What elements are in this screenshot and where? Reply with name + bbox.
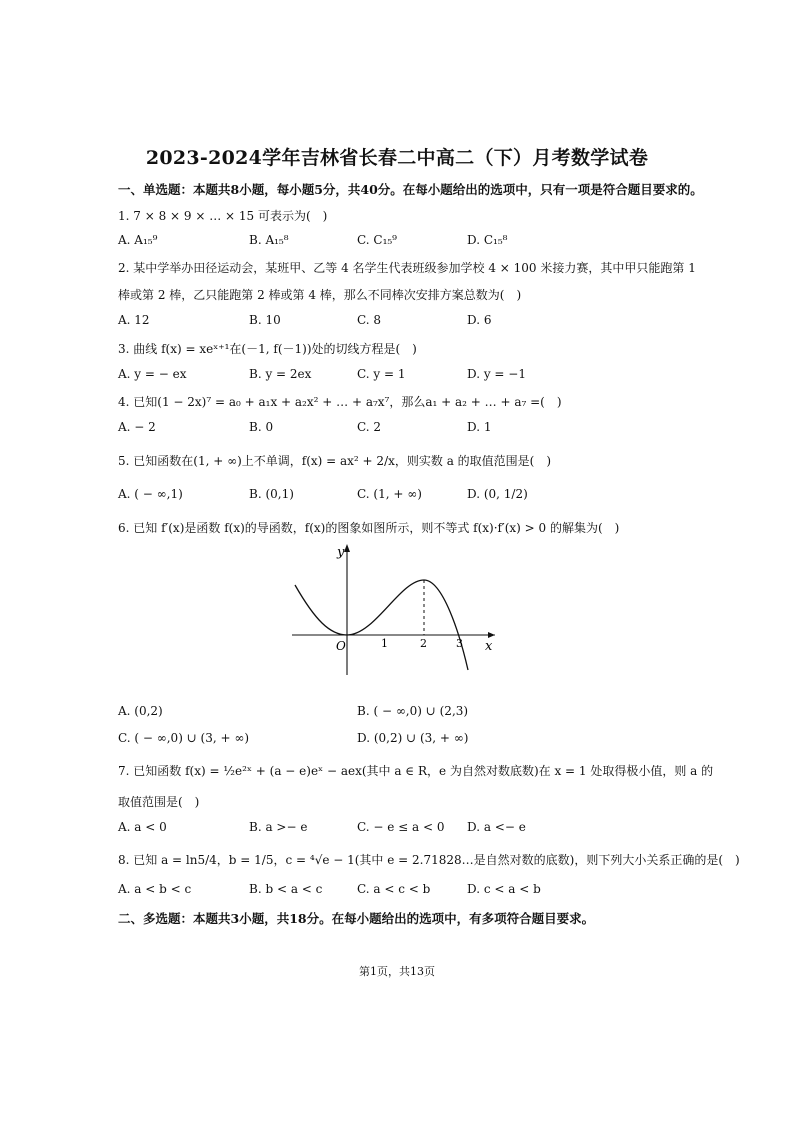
question-1-option-c: C. C₁₅⁹ <box>357 233 397 247</box>
question-3-option-c: C. y = 1 <box>357 367 406 381</box>
question-2-option-d: D. 6 <box>467 313 492 327</box>
question-1-stem: 1. 7 × 8 × 9 × … × 15 可表示为( ) <box>118 209 328 223</box>
section-2-heading: 二、多选题：本题共3小题，共18分。在每小题给出的选项中，有多项符合题目要求。 <box>118 911 595 926</box>
page-footer: 第1页，共13页 <box>359 965 435 978</box>
question-3-stem: 3. 曲线 f(x) = xeˣ⁺¹在(－1, f(－1))处的切线方程是( ) <box>118 342 417 356</box>
question-8-option-d: D. c < a < b <box>467 882 541 896</box>
question-3-option-d: D. y = −1 <box>467 367 526 381</box>
origin-label: O <box>336 639 346 653</box>
question-2-option-c: C. 8 <box>357 313 382 327</box>
question-6-option-d: D. (0,2) ∪ (3, + ∞) <box>357 731 469 745</box>
question-7-option-c: C. − e ≤ a < 0 <box>357 820 445 834</box>
function-curve <box>295 580 468 670</box>
question-2-option-a: A. 12 <box>118 313 150 327</box>
y-axis-arrow <box>344 544 350 552</box>
question-6-option-b: B. ( − ∞,0) ∪ (2,3) <box>357 704 469 718</box>
question-7-option-a: A. a < 0 <box>118 820 167 834</box>
question-1-option-a: A. A₁₅⁹ <box>118 233 158 247</box>
question-6-stem: 6. 已知 f′(x)是函数 f(x)的导函数，f(x)的图象如图所示，则不等式 f(x)·f′(x) > 0 的解集为( ) <box>118 521 620 535</box>
question-7-option-b: B. a >− e <box>249 820 308 834</box>
section-1-heading: 一、单选题：本题共8小题，每小题5分，共40分。在每小题给出的选项中，只有一项是符合题目要求的。 <box>118 182 703 197</box>
question-2-option-b: B. 10 <box>249 313 281 327</box>
question-4-option-b: B. 0 <box>249 420 274 434</box>
question-8-option-b: B. b < a < c <box>249 882 323 896</box>
question-8-stem: 8. 已知 a = ln5/4，b = 1/5，c = ⁴√e − 1(其中 e = 2.71828…是自然对数的底数)，则下列大小关系正确的是( ) <box>118 853 740 867</box>
question-4-option-a: A. − 2 <box>118 420 156 434</box>
function-graph <box>285 540 505 680</box>
page-title: 2023-2024学年吉林省长春二中高二（下）月考数学试卷 <box>145 147 649 169</box>
x-axis-label: x <box>485 639 493 654</box>
question-1-option-b: B. A₁₅⁸ <box>249 233 289 247</box>
y-axis-label: y <box>337 545 345 560</box>
question-4-stem: 4. 已知(1 − 2x)⁷ = a₀ + a₁x + a₂x² + … + a₇x⁷，那么a₁ + a₂ + … + a₇ =( ) <box>118 395 562 409</box>
question-5-stem: 5. 已知函数在(1, + ∞)上不单调，f(x) = ax² + 2/x，则实数 a 的取值范围是( ) <box>118 454 552 468</box>
x-axis-arrow <box>488 632 495 638</box>
question-6-option-c: C. ( − ∞,0) ∪ (3, + ∞) <box>118 731 250 745</box>
question-5-option-a: A. ( − ∞,1) <box>118 487 183 501</box>
tick-label-2: 2 <box>420 637 427 650</box>
question-1-option-d: D. C₁₅⁸ <box>467 233 508 247</box>
tick-label-3: 3 <box>456 637 463 650</box>
question-3-option-b: B. y = 2ex <box>249 367 312 381</box>
question-4-option-d: D. 1 <box>467 420 492 434</box>
question-5-option-d: D. (0, 1/2) <box>467 487 528 501</box>
question-8-option-a: A. a < b < c <box>118 882 192 896</box>
question-5-option-b: B. (0,1) <box>249 487 294 501</box>
question-8-option-c: C. a < c < b <box>357 882 431 896</box>
question-2-line-1: 2. 某中学举办田径运动会，某班甲、乙等 4 名学生代表班级参加学校 4 × 100 米接力赛，其中甲只能跑第 1 <box>118 261 696 275</box>
question-7-line-2: 取值范围是( ) <box>118 795 200 809</box>
tick-label-1: 1 <box>381 637 388 650</box>
question-3-option-a: A. y = − ex <box>118 367 187 381</box>
question-7-option-d: D. a <− e <box>467 820 526 834</box>
question-4-option-c: C. 2 <box>357 420 382 434</box>
question-7-line-1: 7. 已知函数 f(x) = ½e²ˣ + (a − e)eˣ − aex(其中 a ∈ R，e 为自然对数底数)在 x = 1 处取得极小值，则 a 的 <box>118 764 714 778</box>
question-6-option-a: A. (0,2) <box>118 704 163 718</box>
question-5-option-c: C. (1, + ∞) <box>357 487 422 501</box>
question-2-line-2: 棒或第 2 棒，乙只能跑第 2 棒或第 4 棒，那么不同棒次安排方案总数为( ) <box>118 288 522 302</box>
